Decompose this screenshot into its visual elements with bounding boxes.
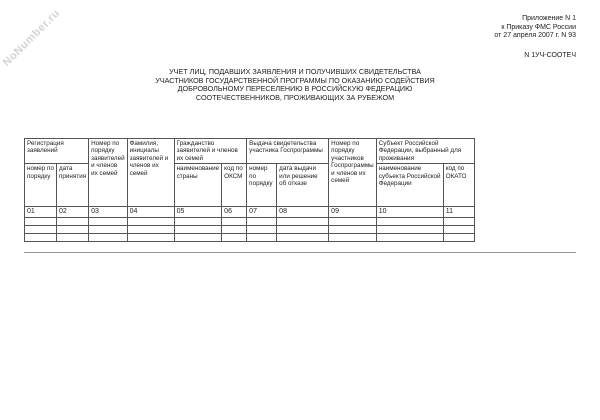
empty-cell — [277, 217, 329, 225]
empty-cell — [57, 217, 89, 225]
empty-row — [25, 233, 475, 241]
title-line: ДОБРОВОЛЬНОМУ ПЕРЕСЕЛЕНИЮ В РОССИЙСКУЮ ФЕДЕРАЦИЮ — [177, 84, 413, 94]
document-title — [120, 68, 470, 102]
empty-cell — [277, 225, 329, 233]
empty-cell — [329, 233, 377, 241]
column-number-row — [25, 207, 475, 217]
column-number: 04 — [127, 207, 174, 217]
subheader-cert-date: дата выдачи или решение об отказе — [277, 164, 329, 207]
column-number: 09 — [329, 207, 377, 217]
empty-cell — [376, 225, 443, 233]
empty-cell — [89, 233, 127, 241]
empty-cell — [57, 225, 89, 233]
title-line: СООТЕЧЕСТВЕННИКОВ, ПРОЖИВАЮЩИХ ЗА РУБЕЖОМ — [195, 92, 395, 102]
empty-row — [25, 217, 475, 225]
subheader-reg-date: дата принятия — [57, 164, 89, 207]
empty-cell — [247, 233, 277, 241]
column-number: 05 — [174, 207, 222, 217]
empty-cell — [174, 225, 222, 233]
appendix-note — [494, 15, 576, 41]
empty-cell — [222, 233, 247, 241]
subheader-okato: код по ОКАТО — [443, 164, 474, 207]
title-line: УЧАСТНИКОВ ГОСУДАРСТВЕННОЙ ПРОГРАММЫ ПО ОКАЗАНИЮ СОДЕЙСТВИЯ — [155, 75, 435, 85]
empty-cell — [443, 225, 474, 233]
column-number: 06 — [222, 207, 247, 217]
column-number: 11 — [443, 207, 474, 217]
empty-cell — [443, 217, 474, 225]
column-number: 07 — [247, 207, 277, 217]
column-number: 10 — [376, 207, 443, 217]
empty-cell — [376, 233, 443, 241]
empty-cell — [222, 217, 247, 225]
empty-cell — [174, 233, 222, 241]
subheader-reg-num: номер по порядку — [25, 164, 57, 207]
empty-cell — [89, 225, 127, 233]
appendix-line: к Приказу ФМС России — [501, 23, 576, 31]
header-registration: Регистрация заявлений — [25, 139, 89, 164]
header-number-applicants: Номер по порядку заявителей и членов их семей — [89, 139, 127, 207]
empty-cell — [329, 217, 377, 225]
empty-cell — [376, 217, 443, 225]
header-subject: Субъект Российской Федерации, выбранный для проживания — [376, 139, 474, 164]
column-number: 02 — [57, 207, 89, 217]
registration-table — [24, 138, 475, 242]
watermark: NoNumber.ru — [0, 7, 63, 69]
empty-row — [25, 225, 475, 233]
empty-cell — [277, 233, 329, 241]
header-certificate: Выдача свидетельства участника Госпрограммы — [247, 139, 329, 164]
subheader-subject-name: наименование субъекта Российской Федерации — [376, 164, 443, 207]
empty-cell — [25, 225, 57, 233]
empty-cell — [443, 233, 474, 241]
empty-cell — [222, 225, 247, 233]
empty-cell — [25, 217, 57, 225]
empty-cell — [57, 233, 89, 241]
empty-cell — [247, 217, 277, 225]
appendix-line: Приложение N 1 — [522, 15, 576, 22]
empty-cell — [25, 233, 57, 241]
column-number: 03 — [89, 207, 127, 217]
column-number: 08 — [277, 207, 329, 217]
empty-cell — [127, 217, 174, 225]
appendix-line: от 27 апреля 2007 г. N 93 — [494, 32, 576, 39]
subheader-oksm: код по ОКСМ — [222, 164, 247, 207]
header-number-participants: Номер по порядку участников Госпрограммы и членов их семей — [329, 139, 377, 207]
title-line: УЧЕТ ЛИЦ, ПОДАВШИХ ЗАЯВЛЕНИЯ И ПОЛУЧИВШИХ СВИДЕТЕЛЬСТВА — [169, 67, 421, 76]
header-names: Фамилия, инициалы заявителей и членов их семей — [127, 139, 174, 207]
empty-cell — [174, 217, 222, 225]
divider — [24, 252, 576, 253]
empty-cell — [89, 217, 127, 225]
header-citizenship: Гражданство заявителей и членов их семей — [174, 139, 247, 164]
empty-cell — [329, 225, 377, 233]
empty-cell — [127, 233, 174, 241]
empty-cell — [127, 225, 174, 233]
form-code: N 1УЧ-СООТЕЧ — [524, 52, 576, 59]
subheader-cert-num: номер по порядку — [247, 164, 277, 207]
empty-cell — [247, 225, 277, 233]
subheader-country: наименование страны — [174, 164, 222, 207]
column-number: 01 — [25, 207, 57, 217]
header-row — [25, 139, 475, 164]
